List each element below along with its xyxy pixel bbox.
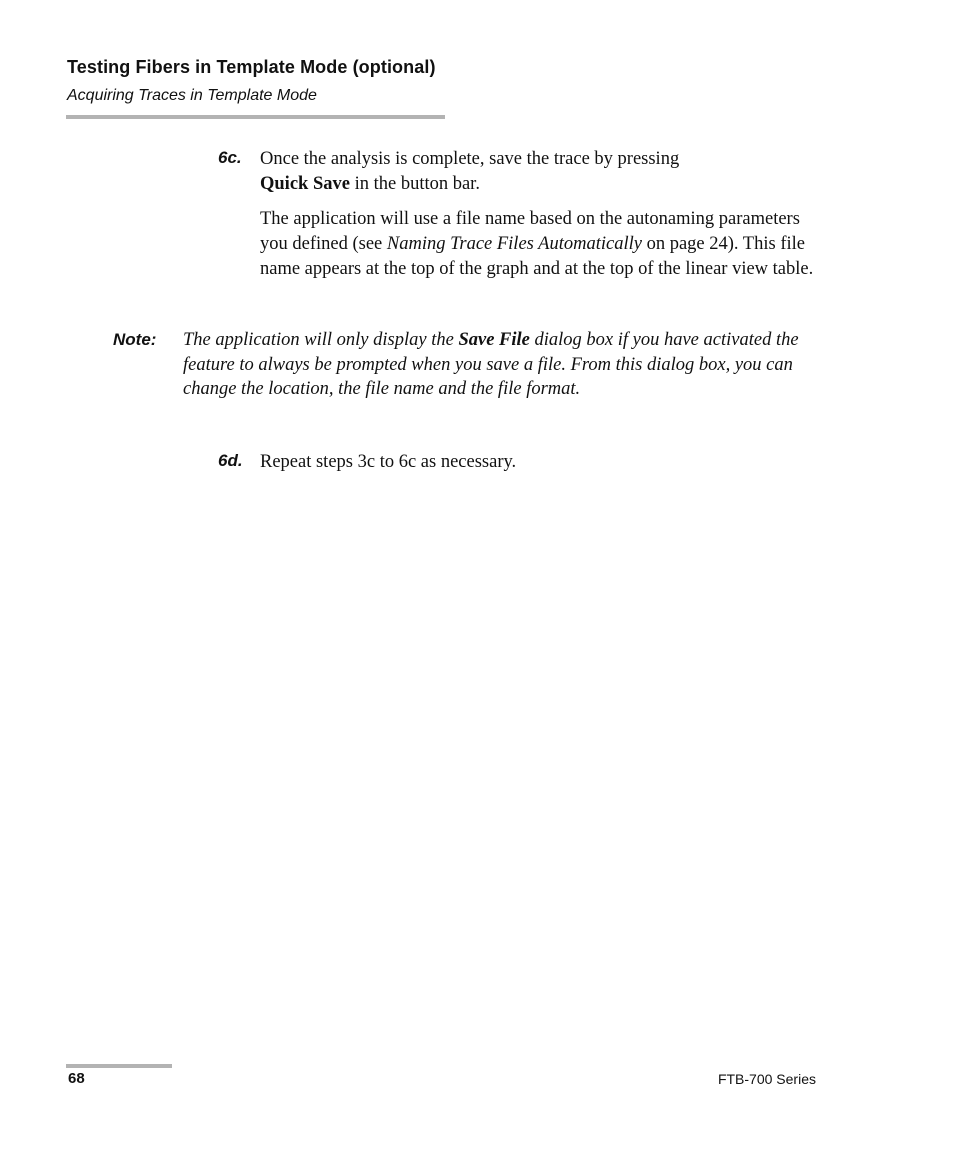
section-title: Testing Fibers in Template Mode (optional) — [67, 57, 436, 77]
step-6c-para2-end: on page 24). This file name appears at the top of the graph and at the top of the linear view table. — [260, 234, 814, 279]
step-6c-explanation — [260, 207, 820, 281]
note-text-end: dialog box if you have activated the feature to always be prompted when you save a file. From this dialog box, you can change the location, the file name and the file format. — [183, 330, 799, 400]
step-body-6d — [260, 450, 820, 475]
save-file-term: Save File — [458, 330, 530, 350]
note-label: Note: — [113, 330, 157, 349]
footer-divider — [66, 1064, 172, 1068]
note-text-start: The application will only display the — [183, 330, 459, 350]
page-number: 68 — [68, 1070, 85, 1087]
header-divider — [66, 115, 445, 119]
section-subtitle: Acquiring Traces in Template Mode — [67, 87, 317, 104]
step-number-6c: 6c. — [218, 148, 242, 167]
step-6c-para2-start: The application will use a file name based on the autonaming parameters you defined (see — [260, 209, 800, 255]
step-body-6c — [260, 147, 820, 282]
step-6c-line1-end: in the button bar. — [349, 173, 480, 194]
quick-save-term: Quick Save — [260, 173, 350, 194]
step-6c-line1: Once the analysis is complete, save the trace by pressing — [260, 149, 680, 169]
note-body — [183, 328, 823, 402]
step-number-6d: 6d. — [218, 451, 243, 470]
step-6d-text: Repeat steps 3c to 6c as necessary. — [260, 452, 517, 472]
step-6c-instruction — [260, 147, 820, 196]
product-series: FTB-700 Series — [717, 1071, 816, 1087]
cross-reference-link: Naming Trace Files Automatically — [386, 234, 642, 255]
